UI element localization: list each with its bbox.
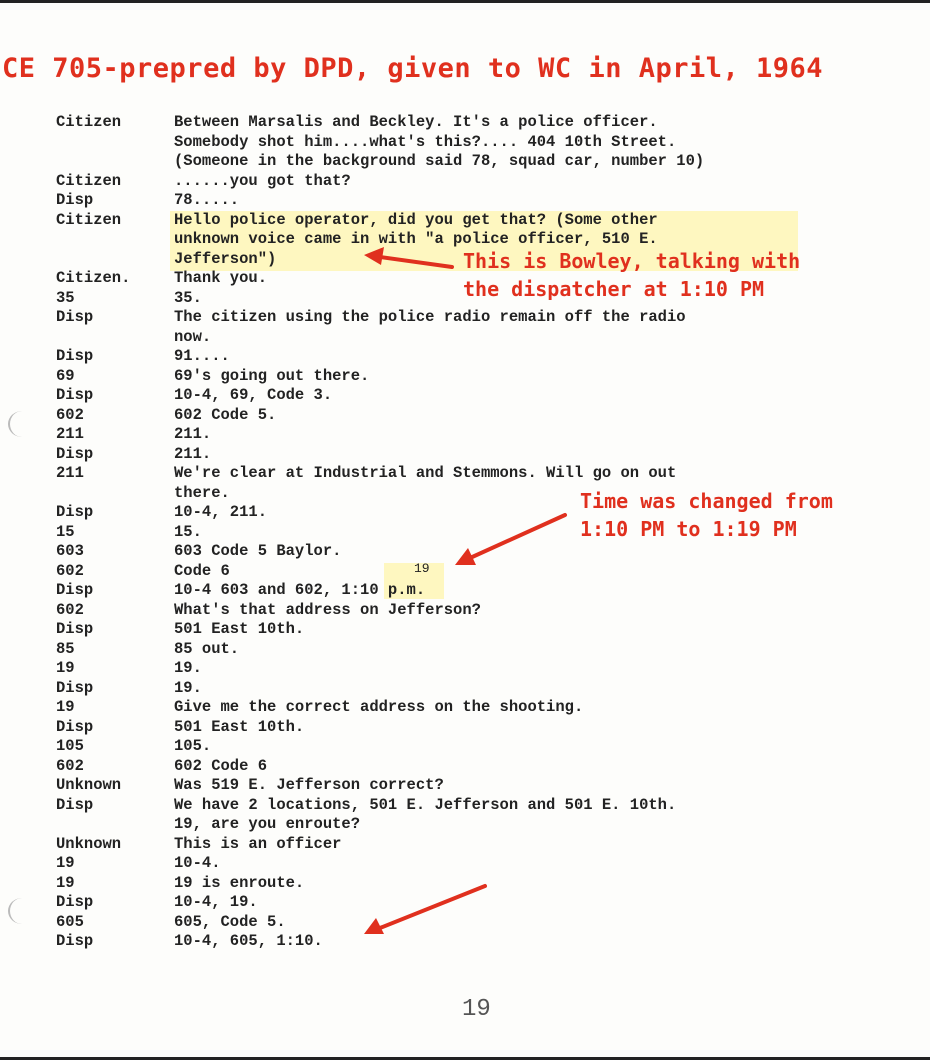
speaker-label: Disp — [56, 347, 94, 365]
speaker-label: 603 — [56, 542, 84, 560]
arrow-to-bowley — [380, 257, 452, 267]
speaker-label: Disp — [56, 444, 94, 463]
transcript-text: 19, are you enroute? — [174, 815, 361, 833]
speaker-label: Unknown — [56, 776, 122, 794]
transcript-text: 35. — [174, 288, 202, 307]
annotation-line: This is Bowley, talking with — [463, 249, 801, 273]
speaker-label: 211 — [56, 464, 84, 482]
transcript-text: Somebody shot him....what's this?.... 404 10th Street. — [174, 132, 677, 151]
transcript-text: ......you got that? — [174, 171, 351, 190]
arrow-to-last-time — [380, 886, 485, 928]
transcript-text: now. — [174, 327, 212, 346]
transcript-text: 19. — [174, 678, 202, 697]
speaker-label: Disp — [56, 932, 94, 950]
transcript-text: unknown voice came in with "a police officer, 510 E. — [174, 230, 658, 248]
annotation-line: the dispatcher at 1:10 PM — [463, 277, 765, 301]
speaker-label: Citizen — [56, 113, 122, 131]
transcript-text: 211. — [174, 444, 212, 463]
transcript-text: Give me the correct address on the shooting. — [174, 698, 584, 716]
transcript-text: 501 East 10th. — [174, 620, 305, 638]
speaker-label: Disp — [56, 717, 94, 736]
speaker-label: Citizen. — [56, 269, 131, 287]
transcript-text: This is an officer — [174, 834, 342, 853]
transcript-text: We have 2 locations, 501 E. Jefferson and 501 E. 10th. — [174, 795, 677, 814]
transcript-text: 19. — [174, 659, 202, 677]
transcript-text: What's that address on Jefferson? — [174, 600, 481, 619]
speaker-label: 19 — [56, 854, 75, 872]
transcript-text: 10-4, 211. — [174, 503, 268, 521]
speaker-label: Disp — [56, 620, 94, 638]
speaker-label: 19 — [56, 698, 75, 716]
transcript-text: Between Marsalis and Beckley. It's a police officer. — [174, 113, 658, 131]
annotation-line: Time was changed from — [580, 489, 833, 513]
speaker-label: Citizen — [56, 210, 122, 229]
speaker-label: 15 — [56, 522, 75, 541]
speaker-label: 19 — [56, 659, 75, 677]
annotation-line: 1:10 PM to 1:19 PM — [580, 517, 797, 541]
speaker-label: Disp — [56, 503, 94, 521]
arrow-to-time-edit — [470, 515, 565, 558]
handwritten-edit: 19 — [414, 561, 430, 576]
transcript-text: 605, Code 5. — [174, 912, 286, 931]
transcript-text: 19 is enroute. — [174, 873, 305, 892]
transcript-text: 10-4, 69, Code 3. — [174, 386, 333, 404]
speaker-label: Disp — [56, 308, 94, 326]
arrow-head-icon — [364, 247, 384, 265]
transcript-text: 85 out. — [174, 639, 240, 658]
speaker-label: 602 — [56, 561, 84, 580]
page-title: CE 705-prepred by DPD, given to WC in April, 1964 — [2, 53, 824, 84]
transcript-text: 10-4, 605, 1:10. — [174, 932, 323, 950]
transcript-text: 211. — [174, 425, 212, 443]
speaker-label: Disp — [56, 795, 94, 814]
speaker-label: 211 — [56, 425, 84, 443]
transcript-text: 602 Code 6 — [174, 756, 268, 775]
transcript-text: We're clear at Industrial and Stemmons. Will go on out — [174, 464, 677, 482]
speaker-label: 19 — [56, 873, 75, 892]
transcript-text: Code 6 — [174, 561, 230, 580]
speaker-label: 602 — [56, 756, 84, 775]
page-number: 19 — [462, 996, 491, 1023]
transcript-text: 10-4. — [174, 854, 221, 872]
transcript-text: 91.... — [174, 347, 230, 365]
transcript-text: there. — [174, 483, 230, 502]
transcript-text: Was 519 E. Jefferson correct? — [174, 776, 444, 794]
speaker-label: Disp — [56, 386, 94, 404]
transcript-text: 603 Code 5 Baylor. — [174, 542, 342, 560]
transcript-text: 78..... — [174, 191, 240, 209]
transcript-text: 501 East 10th. — [174, 717, 305, 736]
transcript-text: 602 Code 5. — [174, 405, 277, 424]
transcript-text: 10-4, 19. — [174, 893, 258, 911]
transcript-text: Hello police operator, did you get that? (Some other — [174, 210, 658, 229]
speaker-label: 602 — [56, 405, 84, 424]
transcript-text: 69's going out there. — [174, 366, 370, 385]
speaker-label: Citizen — [56, 171, 122, 190]
annotation-arrows — [0, 3, 930, 1060]
speaker-label: 105 — [56, 737, 84, 755]
speaker-label: 602 — [56, 600, 84, 619]
transcript-text: Jefferson") — [174, 249, 277, 268]
speaker-label: 85 — [56, 639, 75, 658]
speaker-label: 69 — [56, 366, 75, 385]
speaker-label: Disp — [56, 581, 94, 599]
speaker-label: 605 — [56, 912, 84, 931]
speaker-label: Disp — [56, 191, 94, 209]
speaker-label: Unknown — [56, 834, 122, 853]
speaker-label: Disp — [56, 893, 94, 911]
transcript-text: 105. — [174, 737, 212, 755]
speaker-label: Disp — [56, 678, 94, 697]
transcript-text: 10-4 603 and 602, 1:10 p.m. — [174, 581, 426, 599]
transcript-text: 15. — [174, 522, 202, 541]
transcript-text: Thank you. — [174, 269, 268, 287]
transcript-text: The citizen using the police radio remain off the radio — [174, 308, 686, 326]
transcript-text: (Someone in the background said 78, squad car, number 10) — [174, 152, 705, 170]
speaker-label: 35 — [56, 288, 75, 307]
